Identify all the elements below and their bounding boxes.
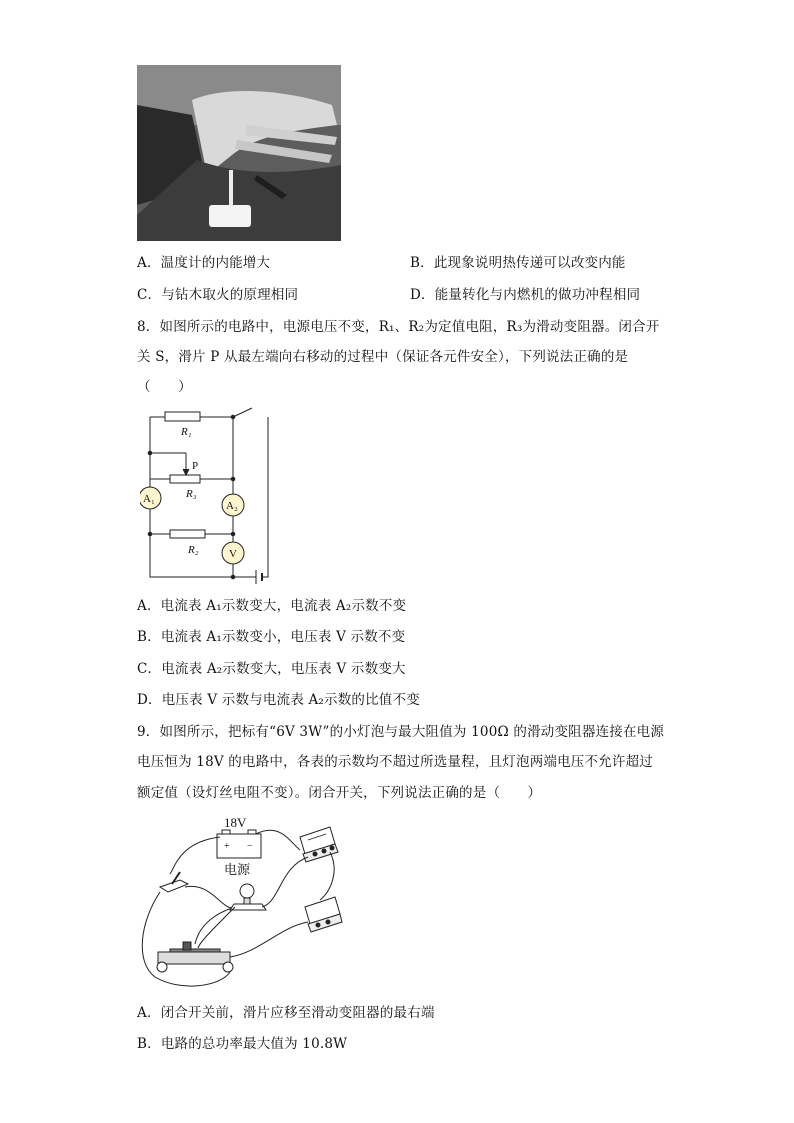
label-source: 电源	[224, 862, 251, 877]
hand-thermometer-photo	[137, 65, 341, 241]
q9-option-b: B．电路的总功率最大值为 10.8W	[137, 1036, 348, 1052]
q8-option-d: D．电压表 V 示数与电流表 A₂示数的比值不变	[137, 692, 420, 708]
q9-apparatus-figure	[140, 812, 350, 992]
label-v: V	[229, 548, 237, 560]
q7-option-a: A．温度计的内能增大	[137, 255, 271, 271]
q8-circuit-diagram	[140, 405, 280, 585]
label-18v: 18V	[224, 815, 247, 830]
q8-option-c: C．电流表 A₂示数变大，电压表 V 示数变大	[137, 661, 406, 677]
q7-option-d: D．能量转化与内燃机的做功冲程相同	[410, 287, 641, 303]
label-minus: −	[247, 841, 253, 852]
q9-stem-line1: 9．如图所示，把标有“6V 3W”的小灯泡与最大阻值为 100Ω 的滑动变阻器连接在电源	[137, 724, 665, 740]
label-r1: R₁	[181, 426, 192, 438]
label-plus: +	[224, 841, 230, 852]
label-a2: A₂	[226, 500, 238, 512]
label-r2: R₂	[188, 544, 199, 556]
q7-option-b: B．此现象说明热传递可以改变内能	[410, 255, 626, 271]
q9-stem-line2: 电压恒为 18V 的电路中，各表的示数均不超过所选量程，且灯泡两端电压不允许超过	[137, 754, 654, 770]
q8-stem-line2: 关 S，滑片 P 从最左端向右移动的过程中（保证各元件安全），下列说法正确的是	[137, 349, 629, 365]
q8-option-a: A．电流表 A₁示数变大，电流表 A₂示数不变	[137, 598, 407, 614]
label-a1: A₁	[143, 493, 155, 505]
label-p: P	[192, 460, 199, 472]
q7-option-c: C．与钻木取火的原理相同	[137, 287, 299, 303]
q8-option-b: B．电流表 A₁示数变小，电压表 V 示数不变	[137, 629, 406, 645]
q8-stem-line1: 8．如图所示的电路中，电源电压不变，R₁、R₂为定值电阻，R₃为滑动变阻器。闭合开	[137, 319, 660, 335]
q8-stem-line3: （ ）	[137, 379, 192, 395]
q9-stem-line3: 额定值（设灯丝电阻不变）。闭合开关，下列说法正确的是（ ）	[137, 785, 542, 801]
q9-option-a: A．闭合开关前，滑片应移至滑动变阻器的最右端	[137, 1005, 435, 1021]
label-r3: R₃	[186, 488, 197, 500]
